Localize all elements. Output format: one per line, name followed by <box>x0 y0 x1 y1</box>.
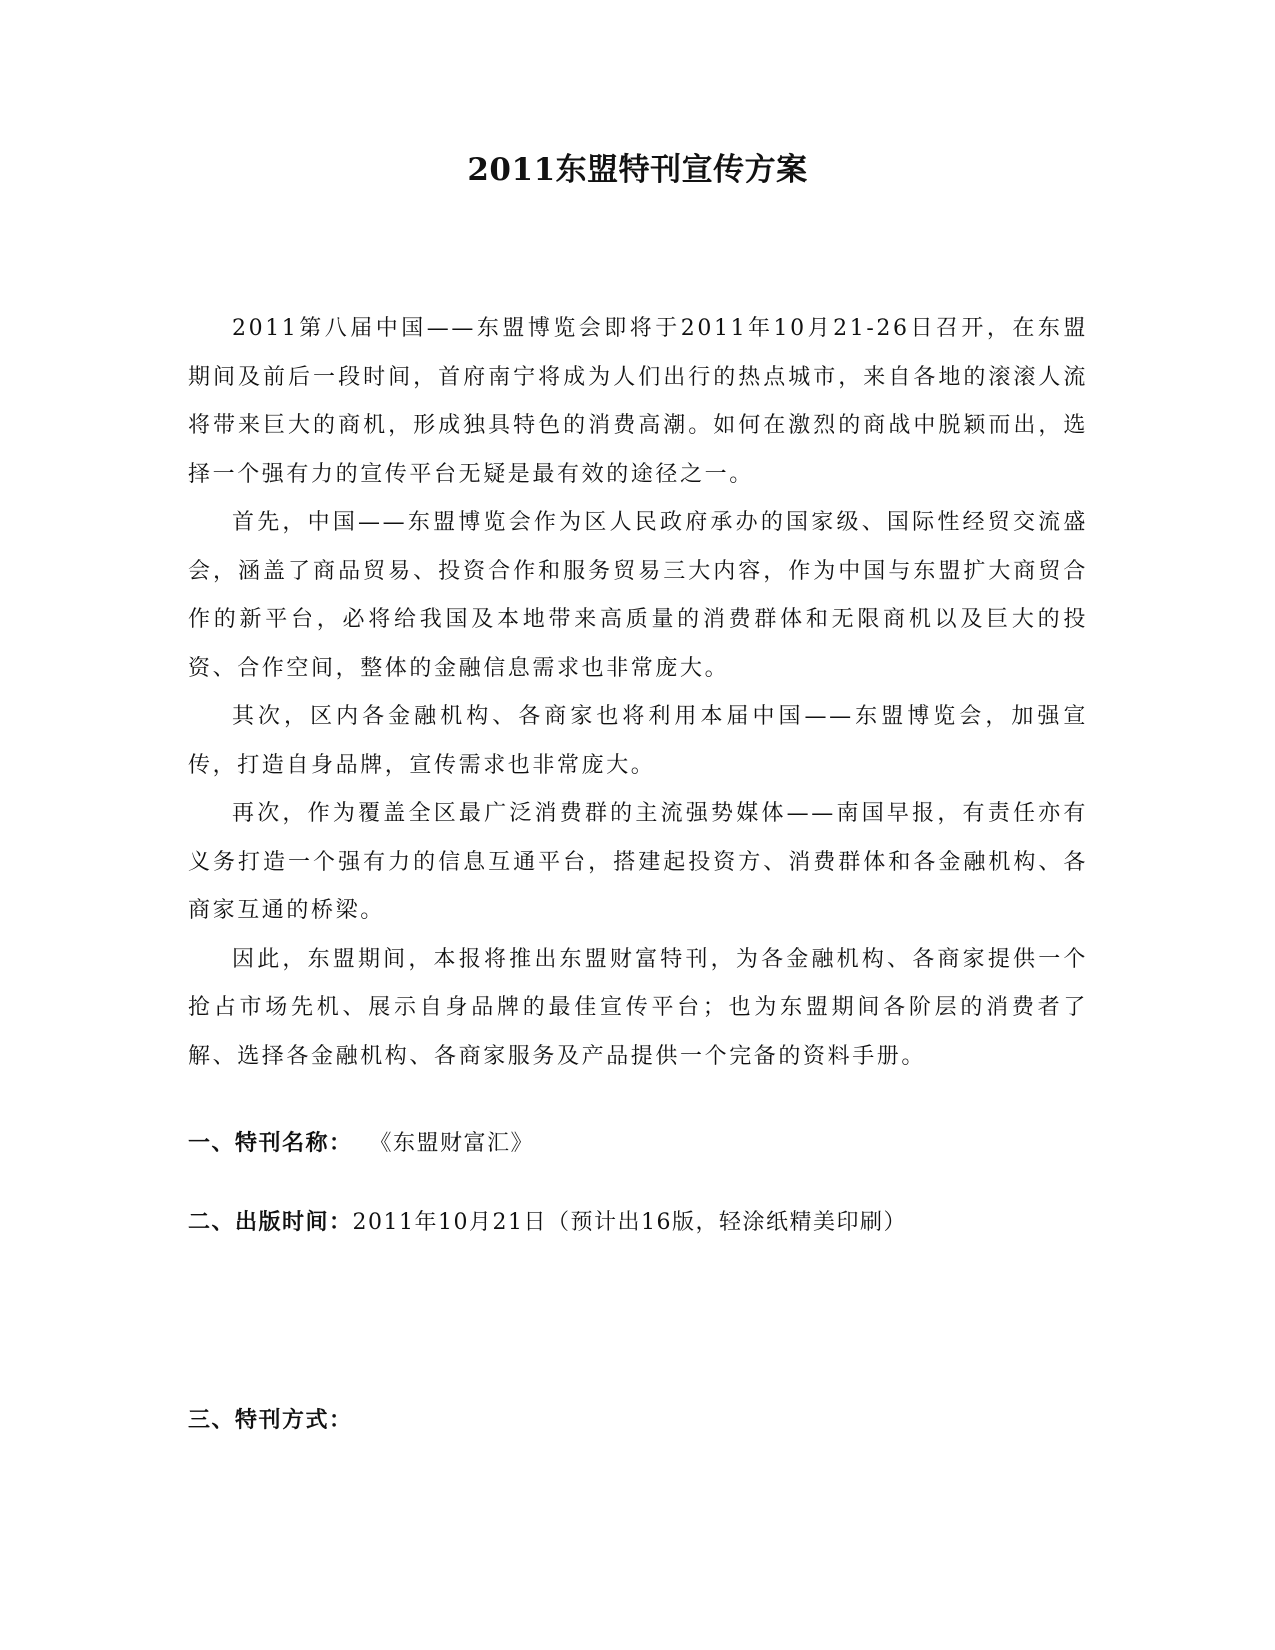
section-label: 一、特刊名称： <box>188 1130 353 1156</box>
section-publication-time <box>188 1202 1088 1243</box>
document-body <box>188 305 1088 1081</box>
paragraph-second: 其次，区内各金融机构、各商家也将利用本届中国——东盟博览会，加强宣传，打造自身品牌，宣传需求也非常庞大。 <box>188 704 1088 778</box>
section-value: 《东盟财富汇》 <box>380 1131 535 1156</box>
section-publication-name <box>188 1123 1088 1164</box>
paragraph-intro: 2011第八届中国——东盟博览会即将于2011年10月21-26日召开，在东盟期间及前后一段时间，首府南宁将成为人们出行的热点城市，来自各地的滚滚人流将带来巨大的商机，形成独具特色的消费高潮。如何在激烈的商战中脱颖而出，选择一个强有力的宣传平台无疑是最有效的途径之一。 <box>188 316 1088 487</box>
paragraph-conclusion: 因此，东盟期间，本报将推出东盟财富特刊，为各金融机构、各商家提供一个抢占市场先机、展示自身品牌的最佳宣传平台；也为东盟期间各阶层的消费者了解、选择各金融机构、各商家服务及产品提供一个完备的资料手册。 <box>188 946 1088 1069</box>
paragraph-first: 首先，中国——东盟博览会作为区人民政府承办的国家级、国际性经贸交流盛会，涵盖了商品贸易、投资合作和服务贸易三大内容，作为中国与东盟扩大商贸合作的新平台，必将给我国及本地带来高质量的消费群体和无限商机以及巨大的投资、合作空间，整体的金融信息需求也非常庞大。 <box>188 510 1088 681</box>
section-value: 2011年10月21日（预计出16版，轻涂纸精美印刷） <box>352 1210 907 1235</box>
section-publication-method <box>188 1400 1088 1441</box>
paragraph-third: 再次，作为覆盖全区最广泛消费群的主流强势媒体——南国早报，有责任亦有义务打造一个强有力的信息互通平台，搭建起投资方、消费群体和各金融机构、各商家互通的桥梁。 <box>188 801 1088 923</box>
document-title: 2011东盟特刊宣传方案 <box>467 152 808 188</box>
section-label: 三、特刊方式： <box>188 1407 353 1433</box>
section-label: 二、出版时间： <box>188 1209 353 1235</box>
